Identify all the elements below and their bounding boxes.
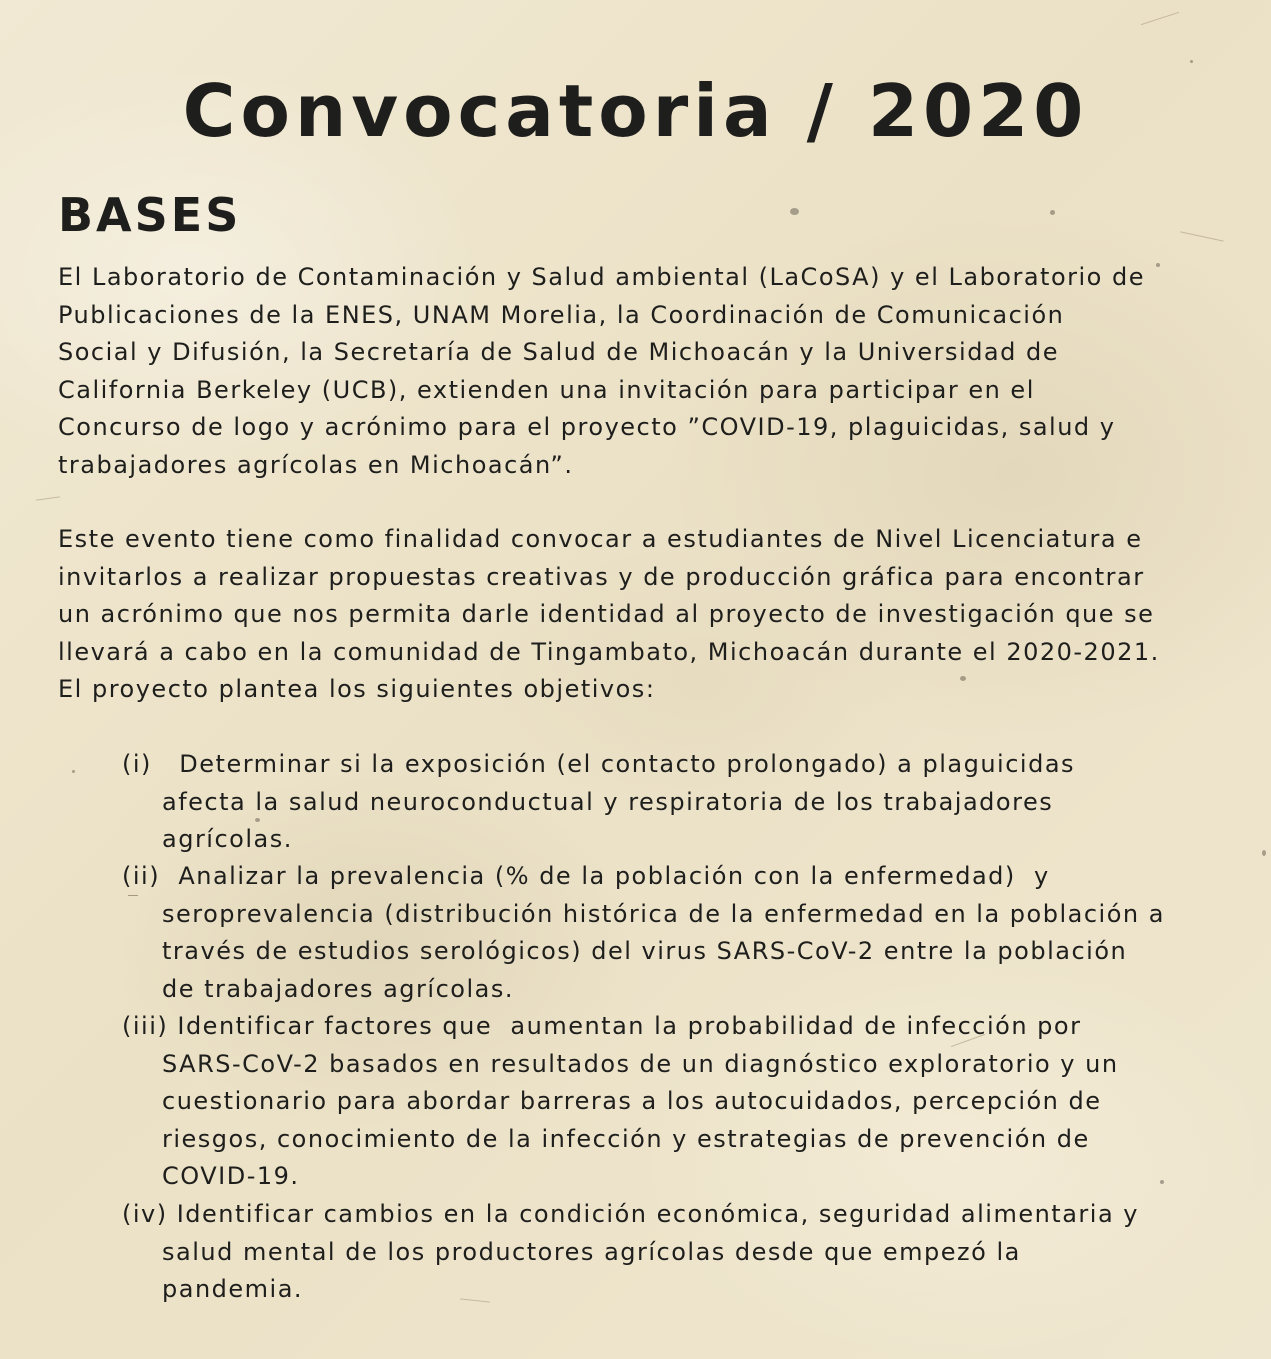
text-line: llevará a cabo en la comunidad de Tingambato, Michoacán durante el 2020-2021. xyxy=(58,637,1160,666)
objective-item xyxy=(122,858,1165,1008)
text-line: un acrónimo que nos permita darle identidad al proyecto de investigación que se xyxy=(58,600,1155,628)
text-line: Este evento tiene como finalidad convocar a estudiantes de Nivel Licenciatura e xyxy=(58,525,1143,553)
objective-line: través de estudios serológicos) del virus SARS-CoV-2 entre la población xyxy=(162,937,1128,965)
objective-item xyxy=(122,1008,1119,1196)
section-heading: BASES xyxy=(58,188,242,242)
objective-item xyxy=(122,746,1075,859)
objective-line: COVID-19. xyxy=(162,1162,300,1190)
objective-line: SARS-CoV-2 basados en resultados de un diagnóstico exploratorio y un xyxy=(162,1049,1119,1078)
text-line: California Berkeley (UCB), extienden una invitación para participar en el xyxy=(58,375,1035,404)
text-line: Social y Difusión, la Secretaría de Salud de Michoacán y la Universidad de xyxy=(58,338,1059,366)
paper-fiber xyxy=(36,496,60,500)
text-line: invitarlos a realizar propuestas creativas y de producción gráfica para encontrar xyxy=(58,562,1145,591)
paper-fiber xyxy=(1141,12,1179,25)
objective-line: pandemia. xyxy=(162,1275,304,1303)
objective-line: seroprevalencia (distribución histórica de la enfermedad en la población a xyxy=(162,899,1165,928)
paper-speck xyxy=(1050,210,1055,215)
text-line: trabajadores agrícolas en Michoacán”. xyxy=(58,450,574,479)
text-line: El proyecto plantea los siguientes objetivos: xyxy=(58,675,656,703)
text-line: El Laboratorio de Contaminación y Salud ambiental (LaCoSA) y el Laboratorio de xyxy=(58,263,1145,291)
objective-line: salud mental de los productores agrícolas desde que empezó la xyxy=(162,1237,1021,1266)
purpose-paragraph xyxy=(58,521,1238,709)
objective-line: (iv) Identificar cambios en la condición económica, seguridad alimentaria y xyxy=(122,1200,1139,1228)
page-title: Convocatoria / 2020 xyxy=(182,69,1089,153)
objective-item xyxy=(122,1196,1139,1309)
paper-speck xyxy=(790,208,799,215)
paper-speck xyxy=(1190,60,1193,63)
intro-paragraph xyxy=(58,259,1238,484)
objective-line: agrícolas. xyxy=(162,825,293,853)
objective-line: (iii) Identificar factores que aumentan la probabilidad de infección por xyxy=(122,1012,1082,1040)
objective-line: cuestionario para abordar barreras a los autocuidados, percepción de xyxy=(162,1087,1102,1115)
paper-speck xyxy=(72,770,75,773)
paper-speck xyxy=(1160,1180,1164,1184)
objective-line: de trabajadores agrícolas. xyxy=(162,974,514,1003)
objective-line: riesgos, conocimiento de la infección y estrategias de prevención de xyxy=(162,1124,1090,1153)
objective-line: (ii) Analizar la prevalencia (% de la población con la enfermedad) y xyxy=(122,862,1050,890)
objective-line: (i) Determinar si la exposición (el contacto prolongado) a plaguicidas xyxy=(122,750,1076,778)
objective-line: afecta la salud neuroconductual y respiratoria de los trabajadores xyxy=(162,787,1054,816)
text-line: Publicaciones de la ENES, UNAM Morelia, la Coordinación de Comunicación xyxy=(58,300,1065,329)
text-line: Concurso de logo y acrónimo para el proyecto ”COVID-19, plaguicidas, salud y xyxy=(58,413,1116,441)
paper-speck xyxy=(1262,850,1266,856)
paper-fiber xyxy=(1180,231,1223,241)
